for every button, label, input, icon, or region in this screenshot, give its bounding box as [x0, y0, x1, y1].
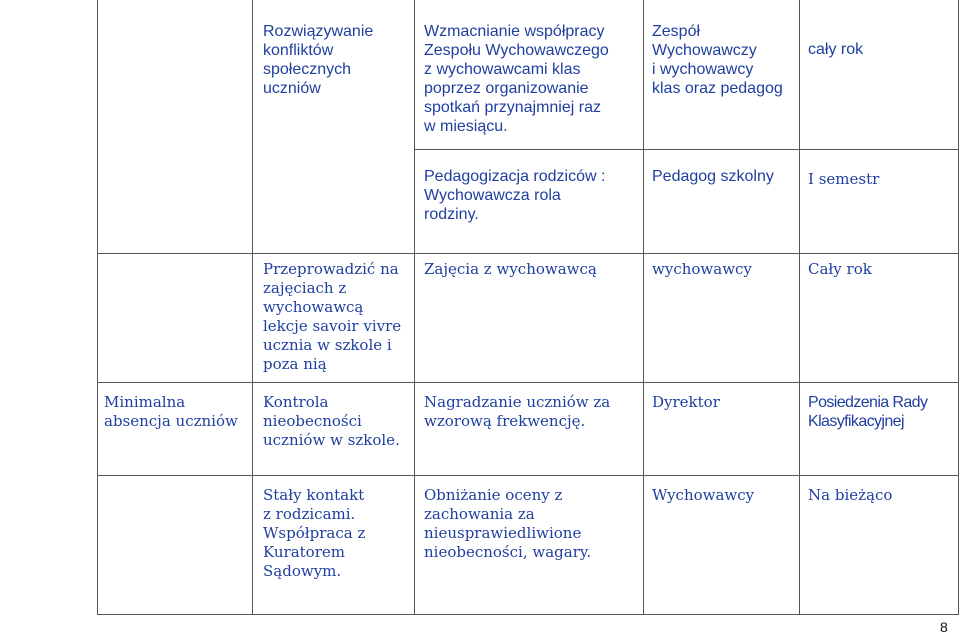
cell-deadline: Na bieżąco — [808, 486, 893, 504]
cell-task: Rozwiązywanie konfliktów społecznych uczniów — [263, 23, 374, 97]
row-divider — [97, 475, 959, 476]
column-divider — [414, 0, 415, 615]
cell-responsible: Pedagog szkolny — [652, 168, 774, 185]
cell-task: Stały kontakt z rodzicami. Współpraca z Kuratorem Sądowym. — [263, 486, 366, 580]
cell-method: Zajęcia z wychowawcą — [424, 260, 597, 278]
row-divider — [97, 253, 959, 254]
cell-deadline: cały rok — [808, 41, 864, 58]
cell-goal: Minimalna absencja uczniów — [104, 393, 238, 430]
row-divider — [414, 149, 959, 150]
table-border-left — [97, 0, 98, 615]
row-divider — [97, 382, 959, 383]
cell-deadline: Cały rok — [808, 260, 872, 278]
cell-deadline: Posiedzenia Rady Klasyfikacyjnej — [808, 394, 928, 430]
column-divider — [643, 0, 644, 615]
cell-responsible: Dyrektor — [652, 393, 720, 411]
column-divider — [252, 0, 253, 615]
cell-task: Kontrola nieobecności uczniów w szkole. — [263, 393, 400, 449]
cell-responsible: wychowawcy — [652, 260, 752, 278]
cell-method: Obniżanie oceny z zachowania za nieusprawiedliwione nieobecności, wagary. — [424, 486, 592, 561]
cell-method: Pedagogizacja rodziców : Wychowawcza rola rodziny. — [424, 168, 606, 223]
cell-task: Przeprowadzić na zajęciach z wychowawcą lekcje savoir vivre ucznia w szkole i poza nią — [263, 260, 402, 373]
page-number: 8 — [940, 619, 948, 635]
cell-deadline: I semestr — [808, 170, 880, 188]
table-border-bottom — [97, 614, 959, 615]
table-border-right — [958, 0, 959, 615]
cell-responsible: Zespół Wychowawczy i wychowawcy klas oraz pedagog — [652, 23, 783, 97]
cell-responsible: Wychowawcy — [652, 486, 755, 504]
column-divider — [799, 0, 800, 615]
cell-method: Nagradzanie uczniów za wzorową frekwencję. — [424, 393, 611, 430]
cell-method: Wzmacnianie współpracy Zespołu Wychowawczego z wychowawcami klas poprzez organizowanie spotkań przynajmniej raz w miesiącu. — [424, 23, 609, 135]
